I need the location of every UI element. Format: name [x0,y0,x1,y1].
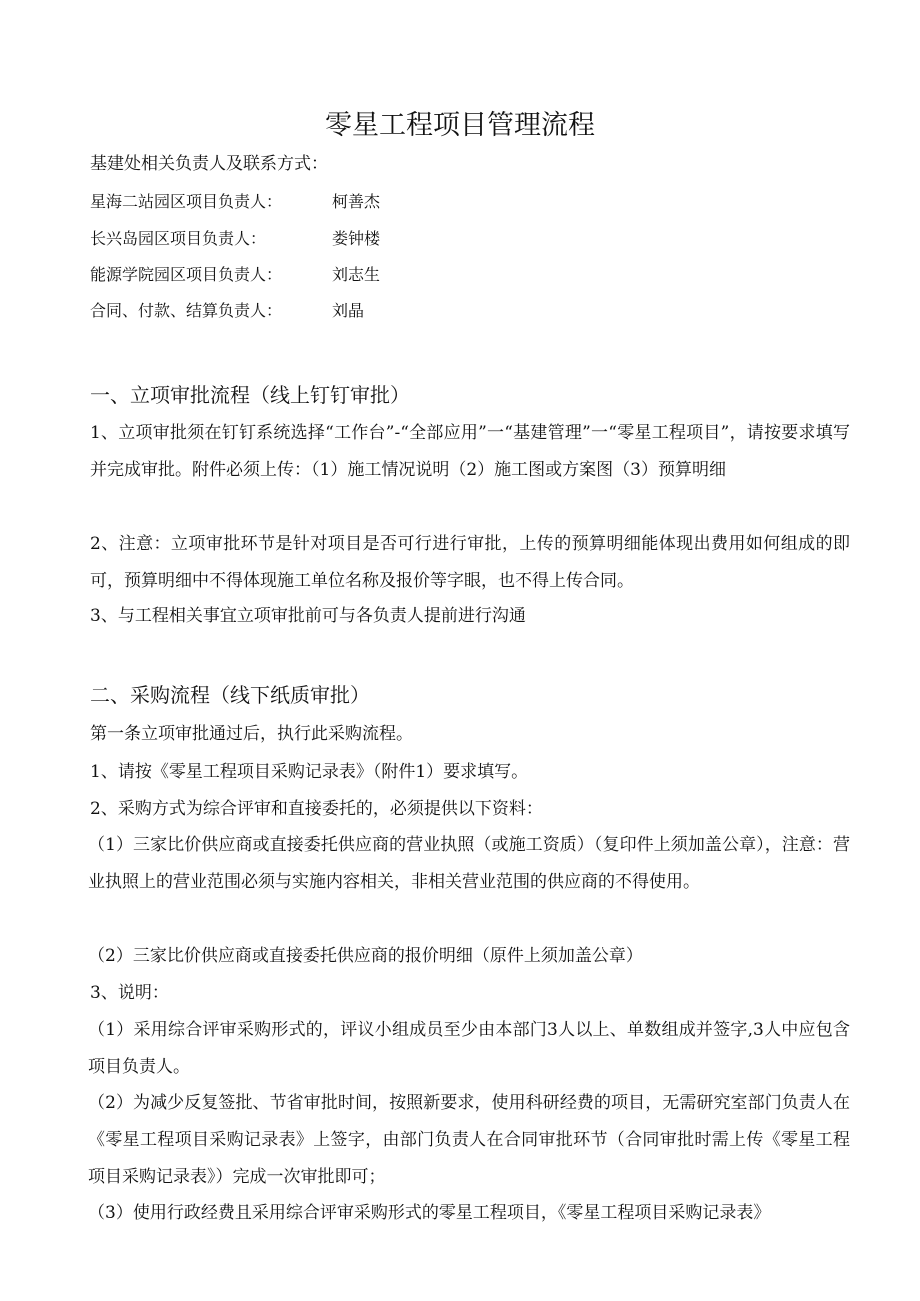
contact-name-changxing: 娄钟楼 [332,229,381,248]
section2-item-3-3: （3）使用行政经费且采用综合评审采购形式的零星工程项目，《零星工程项目采购记录表》 [88,1203,771,1223]
section1-paragraph-1: 1、立项审批须在钉钉系统选择“工作台”-“全部应用”一“基建管理”一“零星工程项目”，请按要求填写并完成审批。附件必须上传：（1）施工情况说明（2）施工图或方案图（3）预算明细 [90,423,850,480]
contacts-intro: 基建处相关负责人及联系方式： [90,154,328,174]
section1-paragraph-3: 3、与工程相关事宜立项审批前可与各负责人提前进行沟通 [90,606,526,626]
contact-role-energy: 能源学院园区项目负责人： [90,265,283,284]
contact-name-energy: 刘志生 [332,265,381,284]
section2-item-3-2: （2）为减少反复签批、节省审批时间，按照新要求，使用科研经费的项目，无需研究室部门负责人在《零星工程项目采购记录表》上签字，由部门负责人在合同审批环节（合同审批时需上传《零星工程项目采购记录表》）完成一次审批即可； [88,1093,850,1187]
contact-role-xinghai: 星海二站园区项目负责人： [90,192,283,211]
section2-paragraph-3: 3、说明： [90,983,169,1003]
section2-paragraph-2: 2、采购方式为综合评审和直接委托的，必须提供以下资料： [90,799,543,819]
section2-paragraph-1: 1、请按《零星工程项目采购记录表》（附件1）要求填写。 [90,762,529,782]
section2-item-2-2: （2）三家比价供应商或直接委托供应商的报价明细（原件上须加盖公章） [88,946,643,966]
section2-heading: 二、采购流程（线下纸质审批） [90,683,370,707]
contact-name-contract: 刘晶 [332,301,365,320]
section1-paragraph-2: 2、注意：立项审批环节是针对项目是否可行进行审批，上传的预算明细能体现出费用如何组成的即可，预算明细中不得体现施工单位名称及报价等字眼，也不得上传合同。 [90,534,850,591]
section2-item-2-1: （1）三家比价供应商或直接委托供应商的营业执照（或施工资质）（复印件上须加盖公章），注意：营业执照上的营业范围必须与实施内容相关，非相关营业范围的供应商的不得使用。 [88,835,850,892]
contact-name-xinghai: 柯善杰 [332,192,381,211]
section1-heading: 一、立项审批流程（线上钉钉审批） [90,383,410,407]
contact-role-contract: 合同、付款、结算负责人： [90,301,283,320]
contact-role-changxing: 长兴岛园区项目负责人： [90,229,267,248]
section2-intro: 第一条立项审批通过后，执行此采购流程。 [90,724,413,744]
document-title: 零星工程项目管理流程 [325,110,595,141]
section2-item-3-1: （1）采用综合评审采购形式的，评议小组成员至少由本部门3人以上、单数组成并签字,3人中应包含项目负责人。 [88,1020,850,1077]
